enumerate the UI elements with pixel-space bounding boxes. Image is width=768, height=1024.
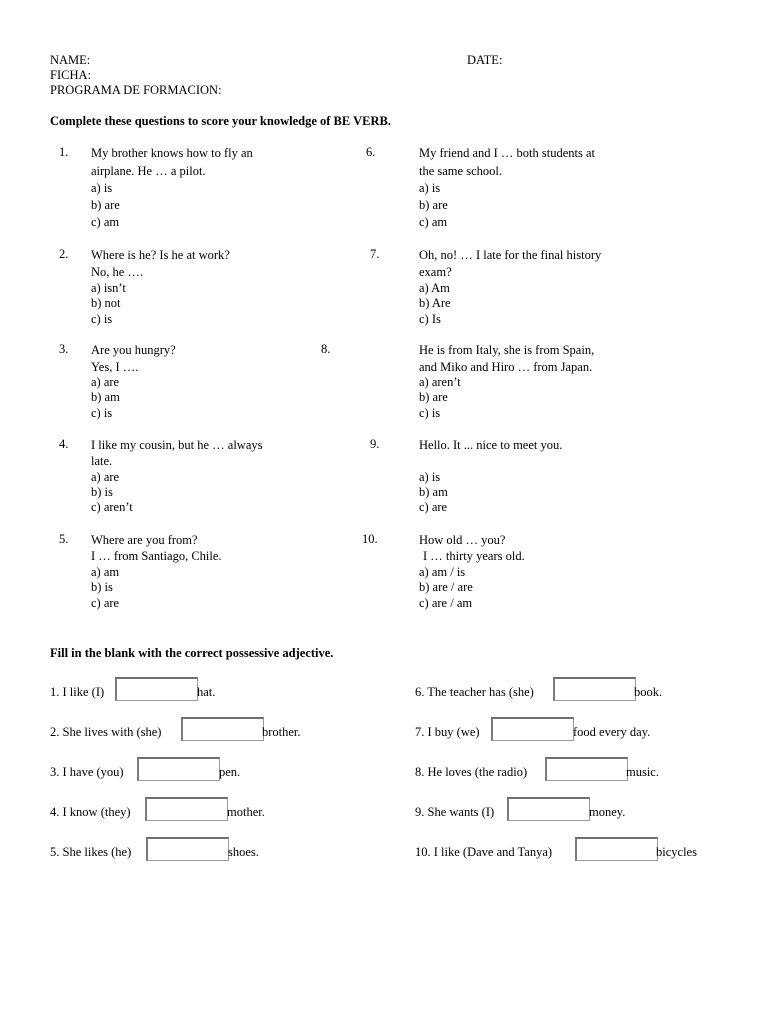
question-line: and Miko and Hiro … from Japan. xyxy=(419,360,593,374)
answer-field-3[interactable] xyxy=(137,757,220,781)
section2-title: Fill in the blank with the correct possessive adjective. xyxy=(50,646,334,660)
answer-field-1[interactable] xyxy=(115,677,198,701)
option-b: b) is xyxy=(91,485,113,499)
option-c: c) am xyxy=(91,215,120,229)
fill-suffix: music. xyxy=(626,765,659,779)
question-line: exam? xyxy=(419,265,452,279)
option-b: b) is xyxy=(91,580,113,594)
option-c: c) is xyxy=(419,406,441,420)
option-b: b) are xyxy=(419,390,448,404)
fill-prompt: 8. He loves (the radio) xyxy=(415,765,528,779)
question-number: 5. xyxy=(59,532,69,546)
answer-field-7[interactable] xyxy=(491,717,574,741)
question-line: I … from Santiago, Chile. xyxy=(91,549,222,563)
option-c: c) aren’t xyxy=(91,500,133,514)
option-b: b) are xyxy=(91,198,120,212)
option-a: a) is xyxy=(91,181,113,195)
answer-field-5[interactable] xyxy=(146,837,229,861)
answer-field-10[interactable] xyxy=(575,837,658,861)
fill-prompt: 9. She wants (I) xyxy=(415,805,495,819)
option-c: c) are xyxy=(91,596,120,610)
question-line: I like my cousin, but he … always xyxy=(91,438,263,452)
question-line: Yes, I …. xyxy=(91,360,139,374)
option-c: c) am xyxy=(419,215,448,229)
fill-prompt: 10. I like (Dave and Tanya) xyxy=(415,845,553,859)
question-line: late. xyxy=(91,454,113,468)
option-b: b) are xyxy=(419,198,448,212)
option-a: a) aren’t xyxy=(419,375,461,389)
fill-suffix: mother. xyxy=(227,805,265,819)
date-label: DATE: xyxy=(467,53,503,67)
question-line: Hello. It ... nice to meet you. xyxy=(419,438,563,452)
fill-suffix: book. xyxy=(634,685,663,699)
answer-field-4[interactable] xyxy=(145,797,228,821)
option-b: b) am xyxy=(91,390,120,404)
option-a: a) are xyxy=(91,375,120,389)
question-line: He is from Italy, she is from Spain, xyxy=(419,343,595,357)
answer-field-9[interactable] xyxy=(507,797,590,821)
option-a: a) is xyxy=(419,470,441,484)
question-line: Oh, no! … I late for the final history xyxy=(419,248,602,262)
question-line: airplane. He … a pilot. xyxy=(91,164,206,178)
option-a: a) are xyxy=(91,470,120,484)
option-c: c) are / am xyxy=(419,596,473,610)
question-number: 6. xyxy=(366,145,376,159)
answer-field-8[interactable] xyxy=(545,757,628,781)
fill-prompt: 4. I know (they) xyxy=(50,805,131,819)
programa-label: PROGRAMA DE FORMACION: xyxy=(50,83,222,97)
question-line: the same school. xyxy=(419,164,502,178)
option-b: b) am xyxy=(419,485,448,499)
fill-suffix: hat. xyxy=(197,685,216,699)
fill-prompt: 6. The teacher has (she) xyxy=(415,685,534,699)
option-c: c) are xyxy=(419,500,448,514)
question-line: How old … you? xyxy=(419,533,506,547)
option-b: b) not xyxy=(91,296,121,310)
fill-prompt: 2. She lives with (she) xyxy=(50,725,162,739)
option-b: b) are / are xyxy=(419,580,473,594)
question-number: 2. xyxy=(59,247,69,261)
answer-field-6[interactable] xyxy=(553,677,636,701)
name-label: NAME: xyxy=(50,53,91,67)
option-a: a) isn’t xyxy=(91,281,126,295)
question-number: 8. xyxy=(321,342,331,356)
fill-suffix: brother. xyxy=(262,725,301,739)
option-c: c) Is xyxy=(419,312,441,326)
question-number: 7. xyxy=(370,247,380,261)
question-line: No, he …. xyxy=(91,265,144,279)
fill-suffix: pen. xyxy=(219,765,241,779)
question-number: 3. xyxy=(59,342,69,356)
option-a: a) Am xyxy=(419,281,450,295)
question-line: My brother knows how to fly an xyxy=(91,146,253,160)
question-number: 4. xyxy=(59,437,69,451)
question-line: Where are you from? xyxy=(91,533,198,547)
question-line: Where is he? Is he at work? xyxy=(91,248,230,262)
fill-suffix: money. xyxy=(589,805,626,819)
fill-suffix: shoes. xyxy=(228,845,259,859)
fill-prompt: 7. I buy (we) xyxy=(415,725,480,739)
fill-prompt: 5. She likes (he) xyxy=(50,845,132,859)
fill-prompt: 3. I have (you) xyxy=(50,765,124,779)
question-line: Are you hungry? xyxy=(91,343,176,357)
option-c: c) is xyxy=(91,312,113,326)
fill-suffix: bicycles xyxy=(656,845,697,859)
ficha-label: FICHA: xyxy=(50,68,91,82)
section1-title: Complete these questions to score your knowledge of BE VERB. xyxy=(50,114,391,128)
fill-prompt: 1. I like (I) xyxy=(50,685,105,699)
question-number: 1. xyxy=(59,145,69,159)
answer-field-2[interactable] xyxy=(181,717,264,741)
option-b: b) Are xyxy=(419,296,451,310)
option-a: a) am / is xyxy=(419,565,466,579)
option-a: a) am xyxy=(91,565,120,579)
option-a: a) is xyxy=(419,181,441,195)
question-line: My friend and I … both students at xyxy=(419,146,596,160)
question-number: 10. xyxy=(362,532,378,546)
question-line: I … thirty years old. xyxy=(423,549,525,563)
question-number: 9. xyxy=(370,437,380,451)
fill-suffix: food every day. xyxy=(573,725,651,739)
option-c: c) is xyxy=(91,406,113,420)
